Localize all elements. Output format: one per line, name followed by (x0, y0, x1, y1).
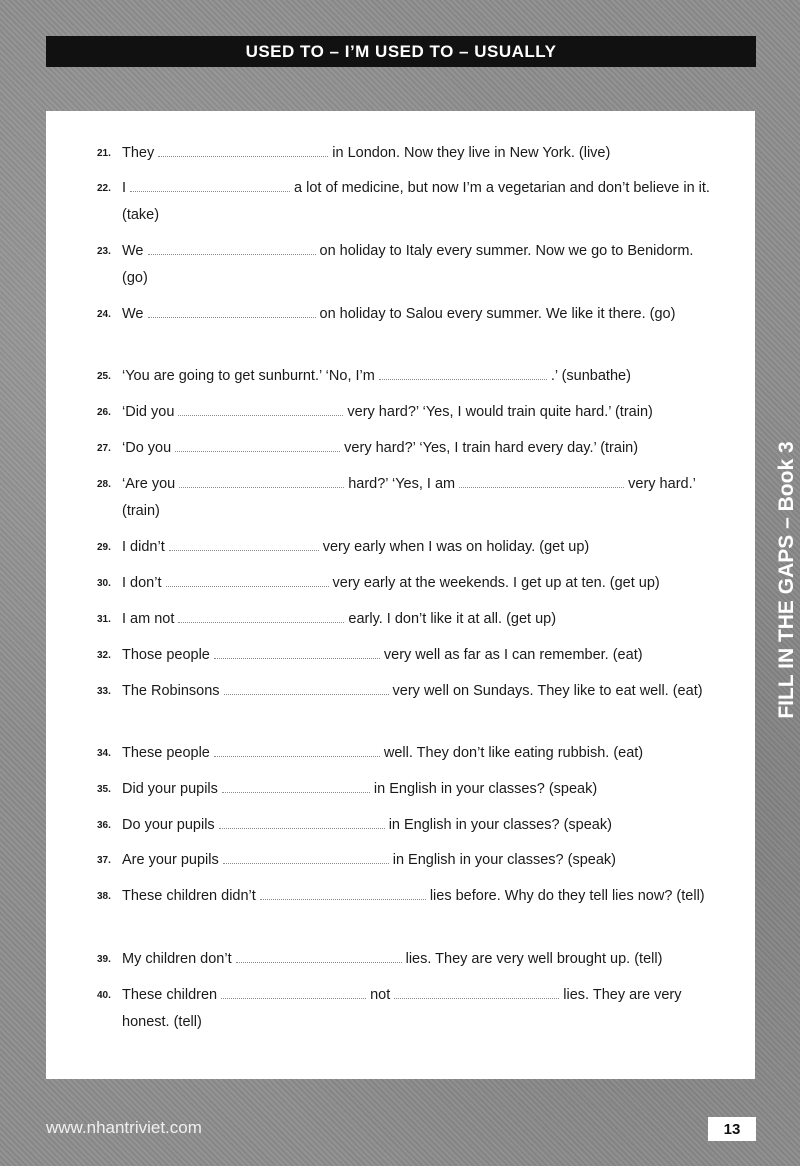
exercise-39 (97, 946, 722, 973)
text: a lot of medicine, but now I’m a vegetarian and don’t believe in it. (take) (122, 180, 710, 223)
exercise-22 (97, 175, 722, 229)
text: in London. Now they live in New York. (live) (332, 145, 611, 161)
exercise-number: 39. (97, 954, 111, 965)
answer-gap[interactable] (166, 574, 329, 587)
exercise-number: 38. (97, 891, 111, 902)
text: ‘Are you (122, 476, 176, 492)
exercise-number: 22. (97, 183, 111, 194)
exercise-34 (97, 740, 722, 767)
text: lies. They are very well brought up. (tell) (405, 951, 663, 967)
page-title: USED TO – I’M USED TO – USUALLY (46, 36, 756, 67)
text: very hard?’ ‘Yes, I train hard every day.’ (train) (344, 440, 639, 456)
answer-gap[interactable] (148, 242, 316, 255)
text: in English in your classes? (speak) (392, 852, 616, 868)
answer-gap[interactable] (148, 305, 316, 318)
exercise-number: 31. (97, 614, 111, 625)
text: very well on Sundays. They like to eat well. (eat) (392, 683, 703, 699)
exercise-26 (97, 399, 722, 426)
text: .’ (sunbathe) (550, 368, 631, 384)
text: not (370, 987, 391, 1003)
text: These children (122, 987, 218, 1003)
exercise-38 (97, 883, 722, 910)
exercise-32 (97, 642, 722, 669)
text: These people (122, 745, 210, 761)
answer-gap[interactable] (219, 816, 385, 829)
text: We (122, 306, 144, 322)
exercise-24 (97, 301, 722, 328)
exercise-31 (97, 606, 722, 633)
exercise-number: 32. (97, 650, 111, 661)
answer-gap[interactable] (169, 538, 319, 551)
answer-gap[interactable] (221, 986, 366, 999)
answer-gap[interactable] (178, 403, 343, 416)
exercise-number: 29. (97, 542, 111, 553)
text: We (122, 243, 144, 259)
answer-gap[interactable] (379, 367, 547, 380)
exercise-number: 27. (97, 443, 111, 454)
answer-gap[interactable] (222, 780, 370, 793)
text: very early when I was on holiday. (get up) (322, 539, 590, 555)
text: in English in your classes? (speak) (373, 781, 598, 797)
text: very hard.’ (train) (122, 476, 696, 519)
text: on holiday to Salou every summer. We like it there. (go) (319, 306, 676, 322)
answer-gap[interactable] (158, 144, 328, 157)
page-number: 13 (708, 1117, 756, 1141)
text: lies before. Why do they tell lies now? (tell) (429, 888, 705, 904)
exercise-sheet (46, 111, 755, 1079)
exercise-number: 37. (97, 855, 111, 866)
text: ‘You are going to get sunburnt.’ ‘No, I’m (122, 368, 375, 384)
exercise-number: 21. (97, 148, 111, 159)
answer-gap[interactable] (175, 439, 340, 452)
text: Are your pupils (122, 852, 219, 868)
answer-gap[interactable] (130, 179, 290, 192)
text: very early at the weekends. I get up at ten. (get up) (332, 575, 660, 591)
exercise-40 (97, 982, 722, 1036)
exercise-37 (97, 847, 722, 874)
exercise-number: 23. (97, 246, 111, 257)
text: They (122, 145, 155, 161)
text: lies. They are very honest. (tell) (122, 987, 682, 1030)
exercise-number: 26. (97, 407, 111, 418)
book-side-label: FILL IN THE GAPS – Book 3 (775, 441, 798, 719)
exercise-35 (97, 776, 722, 803)
text: I am not (122, 611, 175, 627)
text: My children don’t (122, 951, 232, 967)
exercise-23 (97, 238, 722, 292)
answer-gap[interactable] (236, 950, 402, 963)
text: ‘Do you (122, 440, 172, 456)
answer-gap[interactable] (214, 744, 380, 757)
exercise-number: 35. (97, 784, 111, 795)
text: ‘Did you (122, 404, 175, 420)
exercise-number: 28. (97, 479, 111, 490)
exercise-25 (97, 363, 722, 390)
answer-gap[interactable] (179, 475, 344, 488)
exercise-27 (97, 435, 722, 462)
text: These children didn’t (122, 888, 256, 904)
text: I didn’t (122, 539, 165, 555)
exercise-number: 24. (97, 309, 111, 320)
answer-gap[interactable] (394, 986, 559, 999)
exercise-29 (97, 534, 722, 561)
text: I don’t (122, 575, 162, 591)
text: in English in your classes? (speak) (388, 817, 612, 833)
text: Those people (122, 647, 210, 663)
exercise-number: 25. (97, 371, 111, 382)
text: on holiday to Italy every summer. Now we go to Benidorm. (go) (122, 243, 694, 286)
exercise-number: 36. (97, 820, 111, 831)
exercise-21 (97, 140, 722, 167)
exercise-number: 30. (97, 578, 111, 589)
exercise-33 (97, 678, 722, 705)
exercise-30 (97, 570, 722, 597)
exercise-number: 40. (97, 990, 111, 1001)
text: hard?’ ‘Yes, I am (348, 476, 456, 492)
footer-url: www.nhantriviet.com (46, 1118, 202, 1137)
text: Did your pupils (122, 781, 218, 797)
exercise-number: 33. (97, 686, 111, 697)
answer-gap[interactable] (224, 682, 389, 695)
text: Do your pupils (122, 817, 215, 833)
text: I (122, 180, 127, 196)
exercise-36 (97, 812, 722, 839)
exercise-number: 34. (97, 748, 111, 759)
answer-gap[interactable] (214, 646, 380, 659)
exercise-28 (97, 471, 722, 525)
answer-gap[interactable] (178, 610, 344, 623)
text: very well as far as I can remember. (eat) (383, 647, 643, 663)
answer-gap[interactable] (223, 851, 389, 864)
text: early. I don’t like it at all. (get up) (348, 611, 557, 627)
answer-gap[interactable] (459, 475, 624, 488)
text: well. They don’t like eating rubbish. (eat) (383, 745, 644, 761)
text: very hard?’ ‘Yes, I would train quite hard.’ (train) (347, 404, 653, 420)
text: The Robinsons (122, 683, 220, 699)
answer-gap[interactable] (260, 887, 426, 900)
